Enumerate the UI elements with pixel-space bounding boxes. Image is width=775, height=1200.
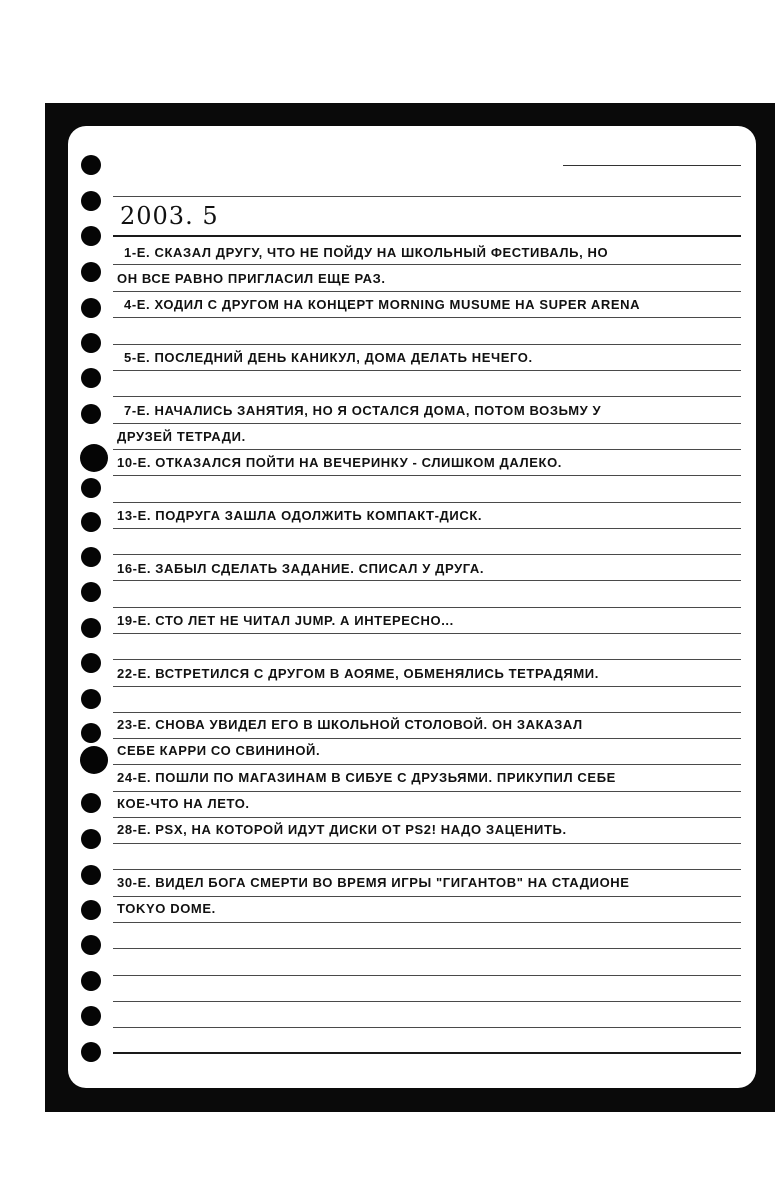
binder-hole <box>81 512 101 532</box>
ruled-line <box>113 975 741 976</box>
diary-entry-line: 10-Е. ОТКАЗАЛСЯ ПОЙТИ НА ВЕЧЕРИНКУ - СЛИШКОМ ДАЛЕКО. <box>117 455 563 470</box>
binder-hole <box>81 191 101 211</box>
diary-entry-line: 28-Е. PSX, НА КОТОРОЙ ИДУТ ДИСКИ ОТ PS2! НАДО ЗАЦЕНИТЬ. <box>117 822 567 837</box>
diary-entry-line: 19-Е. СТО ЛЕТ НЕ ЧИТАЛ JUMP. А ИНТЕРЕСНО... <box>117 613 454 628</box>
binder-hole <box>81 262 101 282</box>
binder-hole <box>81 689 101 709</box>
ruled-line <box>113 922 741 923</box>
ruled-line <box>113 554 741 555</box>
binder-hole <box>81 333 101 353</box>
binder-hole <box>81 829 101 849</box>
binder-hole <box>81 478 101 498</box>
date-heading: 2003. 5 <box>120 202 219 230</box>
ruled-line <box>113 196 741 197</box>
ruled-line <box>563 165 741 166</box>
ruled-line <box>113 843 741 844</box>
ruled-line <box>113 396 741 397</box>
binder-hole <box>81 723 101 743</box>
diary-entry-line: 4-Е. ХОДИЛ С ДРУГОМ НА КОНЦЕРТ MORNING MUSUME НА SUPER ARENA <box>124 297 641 312</box>
diary-entry-line: ДРУЗЕЙ ТЕТРАДИ. <box>117 429 246 444</box>
diary-entry-line: 24-Е. ПОШЛИ ПО МАГАЗИНАМ В СИБУЕ С ДРУЗЬЯМИ. ПРИКУПИЛ СЕБЕ <box>117 770 616 785</box>
diary-entry-line: TOKYO DOME. <box>117 901 216 916</box>
ruled-line <box>113 1027 741 1028</box>
binder-hole <box>80 746 108 774</box>
binder-hole <box>81 793 101 813</box>
binder-hole <box>81 298 101 318</box>
diary-entry-line: 16-Е. ЗАБЫЛ СДЕЛАТЬ ЗАДАНИЕ. СПИСАЛ У ДРУГА. <box>117 561 485 576</box>
binder-hole <box>81 226 101 246</box>
binder-hole <box>81 865 101 885</box>
ruled-line <box>113 659 741 660</box>
binder-hole <box>81 653 101 673</box>
diary-entry-line: 13-Е. ПОДРУГА ЗАШЛА ОДОЛЖИТЬ КОМПАКТ-ДИСК. <box>117 508 483 523</box>
ruled-line <box>113 1001 741 1002</box>
diary-entry-line: 1-Е. СКАЗАЛ ДРУГУ, ЧТО НЕ ПОЙДУ НА ШКОЛЬНЫЙ ФЕСТИВАЛЬ, НО <box>124 245 609 260</box>
diary-entry-line: 30-Е. ВИДЕЛ БОГА СМЕРТИ ВО ВРЕМЯ ИГРЫ "ГИГАНТОВ" НА СТАДИОНЕ <box>117 875 630 890</box>
diary-entry-line: СЕБЕ КАРРИ СО СВИНИНОЙ. <box>117 743 321 758</box>
diary-entry-line: ОН ВСЕ РАВНО ПРИГЛАСИЛ ЕЩЕ РАЗ. <box>117 271 386 286</box>
binder-hole <box>81 404 101 424</box>
diary-entry-line: 5-Е. ПОСЛЕДНИЙ ДЕНЬ КАНИКУЛ, ДОМА ДЕЛАТЬ НЕЧЕГО. <box>124 350 533 365</box>
binder-hole <box>81 1042 101 1062</box>
ruled-line <box>113 948 741 949</box>
diary-entry-line: 7-Е. НАЧАЛИСЬ ЗАНЯТИЯ, НО Я ОСТАЛСЯ ДОМА, ПОТОМ ВОЗЬМУ У <box>124 403 602 418</box>
binder-hole <box>80 444 108 472</box>
binder-hole <box>81 582 101 602</box>
binder-hole <box>81 618 101 638</box>
diary-entry-line: 22-Е. ВСТРЕТИЛСЯ С ДРУГОМ В АОЯМЕ, ОБМЕНЯЛИСЬ ТЕТРАДЯМИ. <box>117 666 599 681</box>
binder-hole <box>81 547 101 567</box>
binder-hole <box>81 935 101 955</box>
diary-entry-line: 23-Е. СНОВА УВИДЕЛ ЕГО В ШКОЛЬНОЙ СТОЛОВОЙ. ОН ЗАКАЗАЛ <box>117 717 583 732</box>
binder-hole <box>81 971 101 991</box>
binder-hole <box>81 900 101 920</box>
ruled-line <box>113 1052 741 1054</box>
ruled-line <box>113 235 741 237</box>
binder-hole <box>81 1006 101 1026</box>
binder-hole <box>81 368 101 388</box>
diary-entry-line: КОЕ-ЧТО НА ЛЕТО. <box>117 796 250 811</box>
binder-hole <box>81 155 101 175</box>
